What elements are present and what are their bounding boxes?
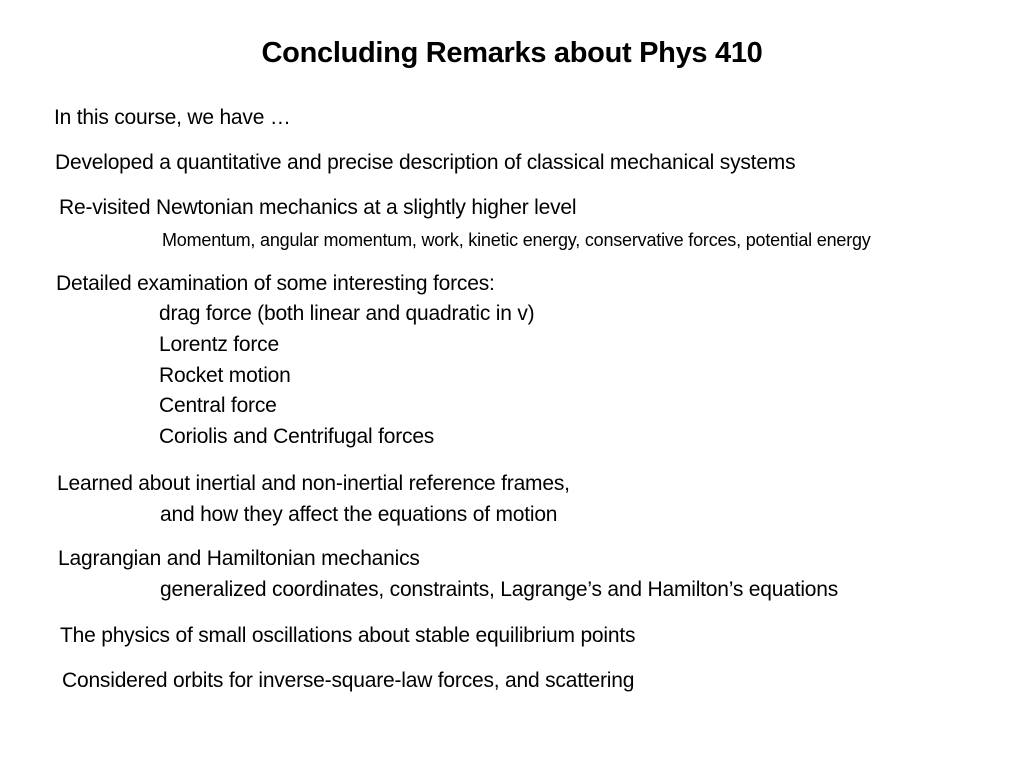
bullet-frames-heading: Learned about inertial and non-inertial reference frames, <box>57 472 570 495</box>
force-item: Central force <box>159 394 277 417</box>
bullet-forces-heading: Detailed examination of some interesting forces: <box>56 272 495 295</box>
slide-title: Concluding Remarks about Phys 410 <box>261 37 763 69</box>
bullet-developed: Developed a quantitative and precise description of classical mechanical systems <box>55 151 796 174</box>
bullet-lagrangian-heading: Lagrangian and Hamiltonian mechanics <box>58 547 420 570</box>
bullet-frames-detail: and how they affect the equations of motion <box>160 503 558 526</box>
force-item: Coriolis and Centrifugal forces <box>159 425 435 448</box>
force-item: Lorentz force <box>159 333 279 356</box>
bullet-oscillations: The physics of small oscillations about stable equilibrium points <box>60 624 636 647</box>
force-item: Rocket motion <box>159 364 291 387</box>
bullet-revisited-heading: Re-visited Newtonian mechanics at a slightly higher level <box>59 196 577 219</box>
bullet-lagrangian-detail: generalized coordinates, constraints, Lagrange’s and Hamilton’s equations <box>160 578 839 601</box>
force-item: drag force (both linear and quadratic in v) <box>159 302 535 325</box>
bullet-orbits: Considered orbits for inverse-square-law forces, and scattering <box>62 669 635 692</box>
intro-text: In this course, we have … <box>54 106 291 129</box>
bullet-revisited-detail: Momentum, angular momentum, work, kinetic energy, conservative forces, potential energy <box>162 230 871 250</box>
